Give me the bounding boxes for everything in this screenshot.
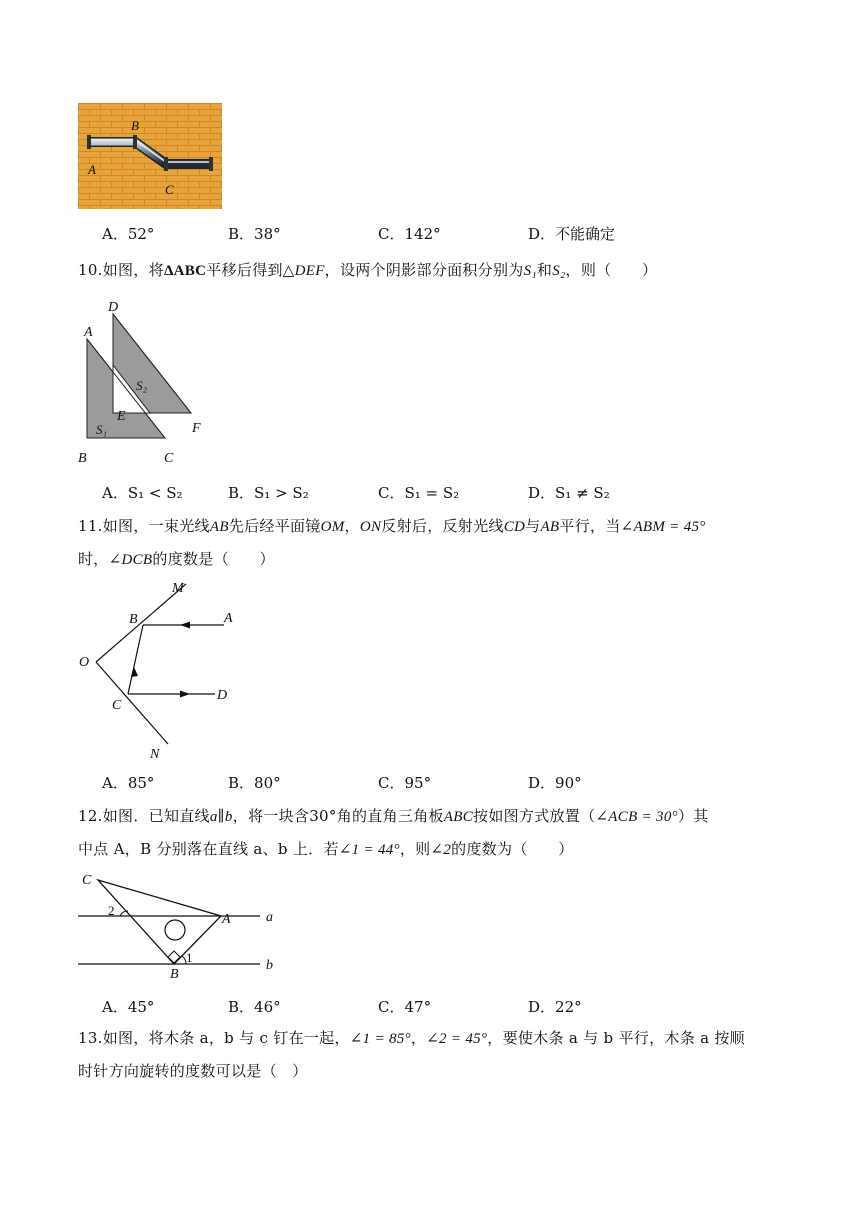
q12-stem-line1: 12.如图．已知直线a∥b，将一块含30°角的直角三角板ABC按如图方式放置（∠ACB = 30°）其 [78,807,709,825]
pipe-label-b: B [131,118,139,133]
set-square-figure [76,868,286,982]
mirror-label-c: C [112,698,122,713]
q10-option-a: A．S₁ < S₂ [102,484,183,502]
pipe-figure [78,103,222,209]
q12-option-d: D．22° [528,998,582,1016]
mirror-label-a: A [224,611,233,626]
tri-label-e: E [117,409,126,424]
q9-option-b: B．38° [228,225,281,243]
q13-stem-line2: 时针方向旋转的度数可以是（ ） [78,1062,308,1080]
mirror-label-d: D [217,688,228,703]
tri-label-c: C [164,451,174,466]
tri-label-s2: S₂ [136,378,148,393]
q9-option-c: C．142° [378,225,441,243]
tri-label-s1: S₁ [96,422,108,437]
square-label-b: B [170,967,179,982]
angle-label-2: 2 [108,903,115,918]
mirror-figure [76,578,246,762]
q11-option-c: C．95° [378,774,432,792]
q12-option-b: B．46° [228,998,281,1016]
q11-option-a: A．85° [102,774,155,792]
pipe-label-a: A [88,162,96,177]
q11-stem-line1: 11.如图，一束光线AB先后经平面镜OM，ON反射后，反射光线CD与AB平行，当∠ABM = 45° [78,517,706,535]
tri-label-a: A [84,325,93,340]
tri-label-b: B [78,451,87,466]
mirror-label-m: M [172,581,184,596]
q9-option-d: D．不能确定 [528,225,616,243]
square-label-a: A [222,912,231,927]
q10-option-b: B．S₁ > S₂ [228,484,309,502]
q11-stem-line2: 时，∠DCB的度数是（ ） [78,550,275,568]
mirror-label-n: N [150,747,160,762]
square-label-c: C [82,873,92,888]
q11-option-b: B．80° [228,774,281,792]
translation-figure [76,296,216,468]
q12-stem-line2: 中点 A，B 分别落在直线 a、b 上．若∠1 = 44°，则∠2的度数为（ ） [78,840,574,858]
angle-label-1: 1 [186,950,193,965]
q12-option-a: A．45° [102,998,155,1016]
line-label-b: b [266,958,273,973]
q11-option-d: D．90° [528,774,582,792]
q13-stem-line1: 13.如图，将木条 a，b 与 c 钉在一起，∠1 = 85°，∠2 = 45°，要使木条 a 与 b 平行，木条 a 按顺 [78,1029,745,1047]
pipe-label-c: C [165,182,174,197]
q9-option-a: A．52° [102,225,155,243]
mirror-label-b: B [129,612,138,627]
mirror-label-o: O [79,655,90,670]
q10-option-d: D．S₁ ≠ S₂ [528,484,610,502]
tri-label-f: F [192,421,201,436]
q10-option-c: C．S₁ = S₂ [378,484,460,502]
line-label-a: a [266,910,273,925]
q12-option-c: C．47° [378,998,432,1016]
q10-stem: 10.如图，将ΔABC平移后得到△DEF，设两个阴影部分面积分别为S₁和S₂，则（ ） [78,261,658,279]
tri-label-d: D [108,300,119,315]
